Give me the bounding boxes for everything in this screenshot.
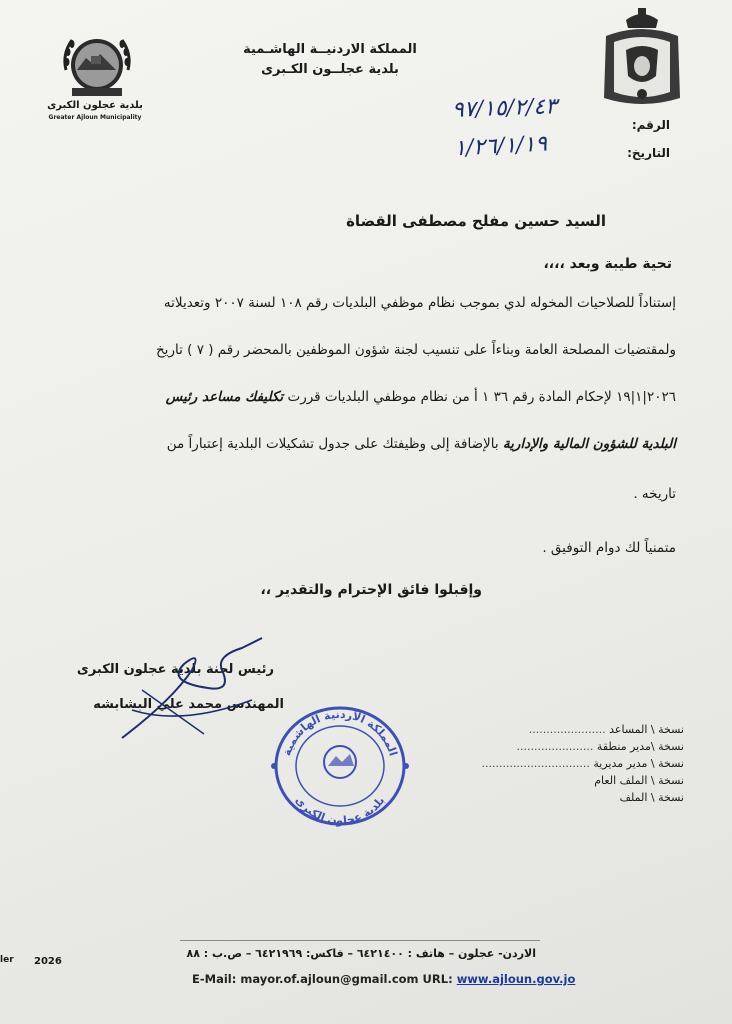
body-line-4 (36, 437, 676, 452)
letterhead-title (230, 40, 430, 80)
svg-text:المملكة الأردنية الهاشمية (280, 708, 400, 758)
greeting: تحية طيبة وبعد ،،،، (543, 256, 672, 272)
stamp-ring-top: المملكة الأردنية الهاشمية (280, 707, 400, 758)
municipality-logo (58, 26, 136, 104)
footer-divider (180, 940, 540, 941)
svg-text:بلدية عجلون الكبرى (293, 794, 388, 827)
official-stamp-icon (266, 700, 414, 830)
stamp-ring-bottom: بلدية عجلون الكبرى (292, 793, 388, 828)
body-line-3-text: ٢٠٢٦|١|١٩ لإحكام المادة رقم ٣٦ ١ أ من نظام موظفي البلديات قررت (287, 389, 676, 405)
body-line-5: تاريخه . (633, 486, 676, 502)
recipient-name: السيد حسين مفلح مصطفى القضاة (346, 212, 606, 230)
closing-wish: متمنياً لك دوام التوفيق . (542, 540, 676, 556)
date-label: التاريخ: (627, 146, 670, 160)
footer-url: www.ajloun.gov.jo (456, 972, 576, 986)
copy-row: نسخة \ المساعد ...................... (528, 723, 684, 736)
royal-crest-icon (596, 6, 688, 110)
assignment-phrase: تكليفك مساعد رئيس (165, 389, 284, 405)
footer-fragment: ler (0, 955, 14, 965)
reference-number-value: ٩٧/١٥/٢/٤٣ (451, 94, 558, 123)
logo-caption-english: Greater Ajloun Municipality (48, 114, 142, 121)
assignment-role: البلدية للشؤون المالية والإدارية (502, 436, 676, 452)
municipality-name: بلدية عجلــون الكـبرى (261, 62, 399, 77)
footer-contact: E-Mail: mayor.of.ajloun@gmail.com URL: www.ajloun.gov.jo (192, 972, 576, 986)
date-value: ١/٢٦/١/١٩ (453, 131, 548, 162)
body-line-2: ولمقتضيات المصلحة العامة وبناءاً على تنسيب لجنة شؤون الموظفين بالمحضر رقم ( ٧ ) تاريخ (155, 342, 676, 358)
footer-address: الاردن- عجلون – هاتف : ٦٤٢١٤٠٠ – فاكس: ٦٤٢١٩٦٩ – ص.ب : ٨٨ (186, 947, 536, 960)
footer-email: mayor.of.ajloun@gmail.com (240, 972, 419, 986)
copy-row: نسخة \ الملف العام (594, 774, 684, 787)
body-line-4-text: بالإضافة إلى وظيفتك على جدول تشكيلات البلدية إعتباراً من (166, 436, 499, 452)
reference-number-label: الرقم: (631, 118, 670, 132)
copy-row: نسخة \ مدير مديرية ............................... (481, 757, 684, 770)
body-line-3 (36, 390, 676, 405)
body-line-1: إستناداً للصلاحيات المخوله لدي بموجب نظام موظفي البلديات رقم ١٠٨ لسنة ٢٠٠٧ وتعديلاته (163, 295, 676, 311)
footer-year: 2026 (34, 956, 62, 967)
handwritten-signature-icon (112, 630, 272, 750)
copy-row: نسخة \مدير منطقة ...................... (516, 740, 684, 753)
closing-regards: وإقبلوا فائق الإحترام والتقدير ،، (260, 582, 482, 598)
signatory-name: المهندس محمد علي البشابشه (93, 697, 284, 712)
kingdom-name: المملكة الاردنيــة الهاشـمية (243, 42, 417, 57)
copy-row: نسخة \ الملف (619, 791, 684, 804)
signatory-title: رئيس لجنة بلدية عجلون الكبرى (76, 662, 274, 677)
logo-caption-arabic: بلدية عجلون الكبرى (47, 100, 143, 111)
